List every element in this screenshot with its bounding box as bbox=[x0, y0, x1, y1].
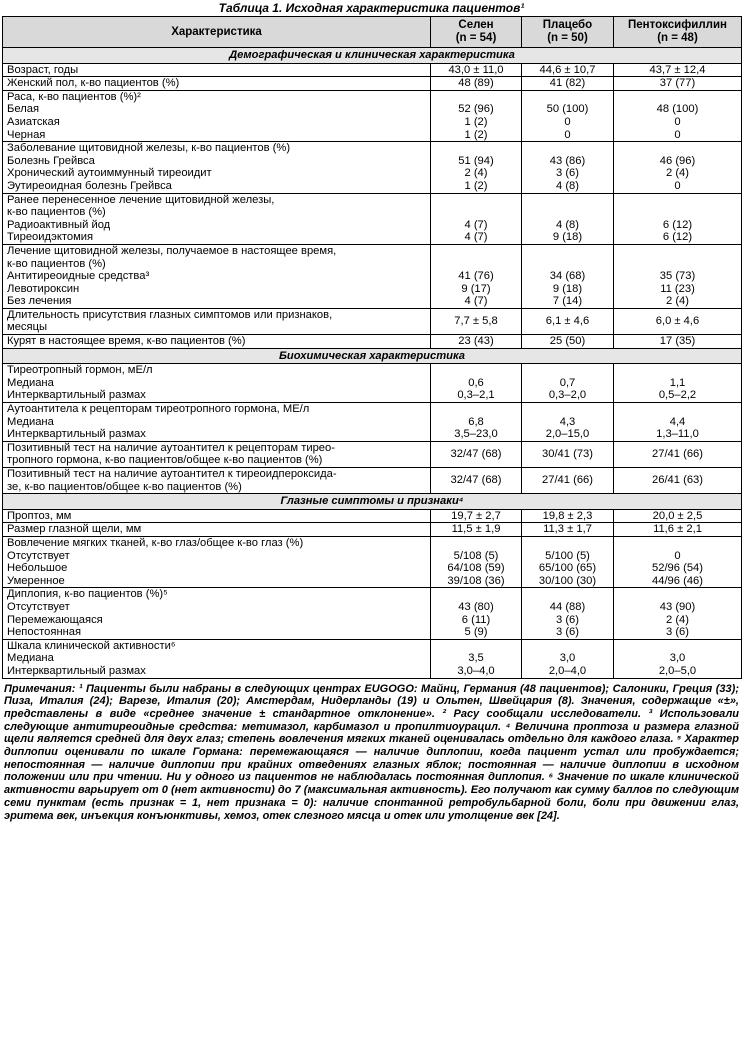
value-line: 2 (4) bbox=[665, 167, 689, 180]
value-line: 41 (76) bbox=[458, 270, 494, 283]
value-line: 44,6 ± 10,7 bbox=[539, 63, 596, 76]
row-label-line: Ранее перенесенное лечение щитовидной железы, bbox=[7, 193, 275, 206]
table-row bbox=[3, 142, 742, 193]
value-cell-pentox bbox=[614, 193, 742, 244]
row-label bbox=[3, 193, 431, 244]
value-line: 0,3–2,1 bbox=[457, 389, 495, 402]
table-row bbox=[3, 639, 742, 678]
row-label bbox=[3, 441, 431, 467]
value-cell-pentox bbox=[614, 364, 742, 403]
value-line bbox=[435, 364, 517, 377]
value-line: 11,5 ± 1,9 bbox=[451, 523, 501, 536]
value-line: 19,8 ± 2,3 bbox=[542, 509, 593, 522]
value-line bbox=[618, 258, 737, 271]
section-row bbox=[3, 48, 742, 64]
value-line: 52 (96) bbox=[458, 103, 494, 116]
row-label-line: Интерквартильный размах bbox=[7, 428, 146, 441]
value-line: 43,0 ± 11,0 bbox=[448, 63, 504, 76]
row-label-line: Белая bbox=[7, 103, 39, 116]
row-label-line: Проптоз, мм bbox=[7, 509, 72, 522]
value-line: 2 (4) bbox=[665, 295, 689, 308]
value-line: 4 (7) bbox=[464, 295, 488, 308]
value-line: 34 (68) bbox=[549, 270, 586, 283]
value-line: 5/100 (5) bbox=[545, 549, 590, 562]
value-line: 5 (9) bbox=[464, 626, 488, 639]
row-label-line: Перемежающаяся bbox=[7, 613, 103, 626]
value-line: 0,6 bbox=[468, 376, 484, 389]
value-line: 6 (12) bbox=[662, 218, 693, 231]
value-cell-selen bbox=[431, 308, 522, 334]
value-line bbox=[435, 91, 517, 104]
row-label-line: Отсутствует bbox=[7, 600, 70, 613]
value-cell-placebo bbox=[522, 63, 614, 77]
value-line bbox=[435, 258, 517, 271]
value-cell-selen bbox=[431, 90, 522, 141]
row-label-line: Болезнь Грейвса bbox=[7, 154, 95, 167]
value-line: 6,1 ± 4,6 bbox=[545, 315, 590, 328]
value-cell-placebo bbox=[522, 588, 614, 639]
value-line: 48 (89) bbox=[458, 77, 494, 90]
row-label-line: Позитивный тест на наличие аутоантител к рецепторам тирео- bbox=[7, 441, 335, 454]
table-row bbox=[3, 403, 742, 442]
value-cell-placebo bbox=[522, 523, 614, 537]
section-row bbox=[3, 494, 742, 510]
value-line: 0 bbox=[564, 115, 571, 128]
row-label-line: Возраст, годы bbox=[7, 63, 79, 76]
section-title: Биохимическая характеристика bbox=[3, 348, 742, 364]
row-label bbox=[3, 244, 431, 308]
row-label-line: Интерквартильный размах bbox=[7, 389, 146, 402]
value-line: 11,6 ± 2,1 bbox=[653, 523, 702, 536]
value-cell-pentox bbox=[614, 588, 742, 639]
value-cell-selen bbox=[431, 468, 522, 494]
row-label bbox=[3, 77, 431, 91]
value-line: 6 (11) bbox=[461, 613, 491, 626]
value-cell-placebo bbox=[522, 441, 614, 467]
value-cell-pentox bbox=[614, 468, 742, 494]
header-placebo: Плацебо (n = 50) bbox=[522, 17, 614, 48]
value-line: 3,5 bbox=[468, 652, 484, 665]
row-label bbox=[3, 308, 431, 334]
value-line: 0 bbox=[674, 128, 681, 141]
row-label-line: Тиреотропный гормон, мЕ/л bbox=[7, 364, 153, 377]
value-line: 1,3–11,0 bbox=[656, 428, 699, 441]
table-row bbox=[3, 468, 742, 494]
value-line: 3 (6) bbox=[665, 626, 689, 639]
value-line bbox=[618, 588, 737, 601]
row-label bbox=[3, 142, 431, 193]
value-cell-placebo bbox=[522, 308, 614, 334]
value-line: 0 bbox=[674, 115, 681, 128]
table-row bbox=[3, 588, 742, 639]
row-label-line: зе, к-во пациентов/общее к-во пациентов (%) bbox=[7, 480, 242, 493]
value-cell-selen bbox=[431, 142, 522, 193]
row-label-line: Интерквартильный размах bbox=[7, 664, 146, 677]
value-line bbox=[435, 403, 517, 416]
value-cell-selen bbox=[431, 536, 522, 587]
baseline-table bbox=[2, 16, 742, 679]
row-label-line: Женский пол, к-во пациентов (%) bbox=[7, 77, 180, 90]
value-cell-selen bbox=[431, 244, 522, 308]
value-cell-selen bbox=[431, 193, 522, 244]
row-label bbox=[3, 639, 431, 678]
value-line: 3,0 bbox=[559, 652, 576, 665]
value-line: 43 (86) bbox=[549, 154, 586, 167]
value-line bbox=[526, 194, 609, 207]
value-line: 43,7 ± 12,4 bbox=[649, 63, 706, 76]
row-label-line: Длительность присутствия глазных симптомов или признаков, bbox=[7, 308, 333, 321]
value-cell-placebo bbox=[522, 77, 614, 91]
row-label-line: Азиатская bbox=[7, 115, 60, 128]
value-line: 30/100 (30) bbox=[538, 574, 597, 587]
value-cell-placebo bbox=[522, 193, 614, 244]
value-line: 65/100 (65) bbox=[538, 562, 597, 575]
value-cell-placebo bbox=[522, 639, 614, 678]
value-line bbox=[618, 91, 737, 104]
value-line bbox=[618, 403, 737, 416]
value-line bbox=[526, 91, 609, 104]
value-line: 48 (100) bbox=[656, 103, 699, 116]
row-label-line: Медиана bbox=[7, 652, 54, 665]
value-line bbox=[526, 142, 609, 155]
section-title: Демографическая и клиническая характеристика bbox=[3, 48, 742, 64]
value-line: 27/41 (66) bbox=[652, 448, 703, 461]
value-line: 44/96 (46) bbox=[652, 574, 703, 587]
value-line bbox=[618, 245, 737, 258]
table-row bbox=[3, 523, 742, 537]
value-cell-selen bbox=[431, 523, 522, 537]
value-cell-selen bbox=[431, 63, 522, 77]
value-line: 19,7 ± 2,7 bbox=[451, 509, 501, 522]
value-cell-selen bbox=[431, 77, 522, 91]
value-line bbox=[618, 537, 737, 550]
value-line: 7 (14) bbox=[552, 295, 583, 308]
value-cell-selen bbox=[431, 364, 522, 403]
row-label-line: Заболевание щитовидной железы, к-во пациентов (%) bbox=[7, 142, 291, 155]
value-cell-selen bbox=[431, 509, 522, 523]
value-cell-placebo bbox=[522, 468, 614, 494]
value-cell-selen bbox=[431, 639, 522, 678]
value-line bbox=[526, 206, 609, 219]
row-label-line: Вовлечение мягких тканей, к-во глаз/общее к-во глаз (%) bbox=[7, 536, 304, 549]
row-label-line: тропного гормона, к-во пациентов/общее к-во пациентов (%) bbox=[7, 454, 323, 467]
value-cell-placebo bbox=[522, 90, 614, 141]
row-label-line: к-во пациентов (%) bbox=[7, 206, 106, 219]
value-line: 11,3 ± 1,7 bbox=[543, 523, 592, 536]
value-line: 3,5–23,0 bbox=[454, 428, 498, 441]
header-selen: Селен (n = 54) bbox=[431, 17, 522, 48]
header-row bbox=[3, 17, 742, 48]
value-line: 35 (73) bbox=[659, 270, 696, 283]
value-line: 64/108 (59) bbox=[447, 562, 505, 575]
value-cell-pentox bbox=[614, 523, 742, 537]
value-cell-pentox bbox=[614, 142, 742, 193]
value-line bbox=[618, 194, 737, 207]
value-line bbox=[435, 142, 517, 155]
value-line: 2 (4) bbox=[464, 167, 488, 180]
row-label bbox=[3, 63, 431, 77]
row-label-line: Небольшое bbox=[7, 562, 68, 575]
value-line: 44 (88) bbox=[549, 600, 586, 613]
value-cell-placebo bbox=[522, 403, 614, 442]
value-cell-pentox bbox=[614, 403, 742, 442]
row-label bbox=[3, 588, 431, 639]
row-label-line: Радиоактивный йод bbox=[7, 218, 111, 231]
value-line: 20,0 ± 2,5 bbox=[652, 509, 703, 522]
value-line: 4,4 bbox=[669, 415, 686, 428]
row-label-line: Позитивный тест на наличие аутоантител к тиреоидпероксида- bbox=[7, 468, 337, 480]
value-line: 0 bbox=[674, 549, 681, 562]
value-line: 0,3–2,0 bbox=[548, 389, 587, 402]
table-notes: Примечания: ¹ Пациенты были набраны в следующих центрах EUGOGO: Майнц, Германия (48 пациентов); Салоники, Греция (33); Пиза, Италия (24); Варезе, Италия (20); Амстердам, Нидерланды (19) и Ольтен, Швейцария (8). Значения, содержащие «±», представлены в виде «среднее значение ± стандартное отклонение». ² Расу сообщали исследователи. ³ Использовали следующие антитиреоидные средства: метимазол, карбимазол и пропилтиоурацил. ⁴ Величина проптоза и размера глазной щели является средней для двух глаз; степень вовлечения мягких тканей оценивалась отдельно для каждого глаза. ⁵ Характер диплопии оценивали по шкале Гормана: перемежающаяся — наличие диплопии, когда пациент устал или пробуждается; непостоянная — наличие диплопии при крайних отведениях глазных яблок; постоянная — наличие диплопии в исходном положении или при чтении. Ни у одного из пациентов не наблюдалась постоянная диплопия. ⁶ Значение по шкале клинической активности варьирует от 0 (нет активности) до 7 (максимальная активность). Его получают как сумму баллов по следующим семи пунктам (есть признак = 1, нет признака = 0): наличие спонтанной ретробульбарной боли, боли при движении глаз, эритема век, инъекция конъюнктивы, хемоз, отек слезного мясца и отек или утолщение век [24]. bbox=[4, 682, 739, 822]
value-line: 4 (8) bbox=[555, 179, 579, 192]
row-label-line: Диплопия, к-во пациентов (%)⁵ bbox=[7, 588, 168, 601]
value-line: 0 bbox=[674, 179, 681, 192]
value-line: 1,1 bbox=[669, 376, 686, 389]
row-label-line: месяцы bbox=[7, 321, 48, 334]
table-row bbox=[3, 77, 742, 91]
value-line: 3,0–4,0 bbox=[457, 664, 495, 677]
row-label-line: Черная bbox=[7, 128, 46, 141]
value-line: 50 (100) bbox=[546, 103, 589, 116]
value-line bbox=[526, 258, 609, 271]
value-cell-placebo bbox=[522, 536, 614, 587]
value-line: 23 (43) bbox=[458, 335, 494, 348]
row-label-line: Хронический аутоиммунный тиреоидит bbox=[7, 167, 212, 180]
value-line: 37 (77) bbox=[659, 77, 696, 90]
value-line: 3 (6) bbox=[555, 626, 579, 639]
value-cell-pentox bbox=[614, 90, 742, 141]
value-cell-pentox bbox=[614, 63, 742, 77]
value-line: 6,8 bbox=[468, 415, 484, 428]
value-cell-selen bbox=[431, 335, 522, 349]
row-label-line: Шкала клинической активности⁶ bbox=[7, 639, 176, 652]
table-row bbox=[3, 308, 742, 334]
value-line: 6 (12) bbox=[662, 231, 693, 244]
value-line bbox=[526, 364, 609, 377]
value-line bbox=[618, 640, 737, 653]
value-line: 51 (94) bbox=[458, 154, 494, 167]
table-row bbox=[3, 509, 742, 523]
table-row bbox=[3, 90, 742, 141]
row-label-line: к-во пациентов (%) bbox=[7, 257, 106, 270]
value-line: 46 (96) bbox=[659, 154, 696, 167]
value-line: 1 (2) bbox=[464, 179, 488, 192]
value-line: 9 (18) bbox=[552, 282, 583, 295]
table-row bbox=[3, 536, 742, 587]
value-line bbox=[526, 537, 609, 550]
table-title: Таблица 1. Исходная характеристика пациентов¹ bbox=[218, 1, 525, 15]
value-cell-pentox bbox=[614, 509, 742, 523]
value-cell-pentox bbox=[614, 536, 742, 587]
value-line: 25 (50) bbox=[549, 335, 586, 348]
table-row bbox=[3, 335, 742, 349]
value-line: 11 (23) bbox=[660, 282, 695, 295]
value-line: 43 (90) bbox=[659, 600, 696, 613]
value-cell-placebo bbox=[522, 244, 614, 308]
value-line bbox=[435, 206, 517, 219]
value-line: 3 (6) bbox=[555, 167, 579, 180]
value-cell-pentox bbox=[614, 335, 742, 349]
value-line: 2,0–15,0 bbox=[545, 428, 590, 441]
row-label bbox=[3, 335, 431, 349]
value-line: 1 (2) bbox=[464, 128, 488, 141]
value-line: 39/108 (36) bbox=[447, 574, 505, 587]
row-label bbox=[3, 90, 431, 141]
header-pentoxifylline: Пентоксифиллин (n = 48) bbox=[614, 17, 742, 48]
row-label-line: Раса, к-во пациентов (%)² bbox=[7, 90, 141, 103]
header-characteristic: Характеристика bbox=[3, 17, 431, 48]
value-cell-selen bbox=[431, 441, 522, 467]
value-line: 0,7 bbox=[559, 376, 576, 389]
value-line: 2,0–5,0 bbox=[658, 664, 697, 677]
value-line bbox=[435, 537, 517, 550]
row-label-line: Эутиреоидная болезнь Грейвса bbox=[7, 179, 172, 192]
value-line: 9 (18) bbox=[552, 231, 583, 244]
value-line: 4,3 bbox=[559, 415, 576, 428]
row-label-line: Размер глазной щели, мм bbox=[7, 523, 142, 536]
value-line: 30/41 (73) bbox=[542, 448, 593, 461]
value-line: 4 (7) bbox=[464, 218, 488, 231]
table-row bbox=[3, 364, 742, 403]
value-line bbox=[618, 206, 737, 219]
table-body bbox=[3, 48, 742, 679]
value-line: 4 (7) bbox=[464, 231, 488, 244]
row-label-line: Непостоянная bbox=[7, 626, 82, 639]
value-cell-placebo bbox=[522, 142, 614, 193]
row-label-line: Медиана bbox=[7, 376, 54, 389]
value-line bbox=[526, 403, 609, 416]
value-line: 2 (4) bbox=[665, 613, 689, 626]
value-cell-placebo bbox=[522, 509, 614, 523]
row-label bbox=[3, 364, 431, 403]
row-label-line: Отсутствует bbox=[7, 549, 70, 562]
value-line: 52/96 (54) bbox=[652, 562, 703, 575]
value-line: 3,0 bbox=[669, 652, 686, 665]
table-row bbox=[3, 63, 742, 77]
value-line bbox=[618, 142, 737, 155]
value-line: 7,7 ± 5,8 bbox=[454, 315, 498, 328]
value-line bbox=[435, 640, 517, 653]
value-line bbox=[526, 640, 609, 653]
row-label-line: Без лечения bbox=[7, 295, 72, 308]
value-cell-placebo bbox=[522, 364, 614, 403]
value-line: 5/108 (5) bbox=[453, 549, 499, 562]
row-label bbox=[3, 509, 431, 523]
value-line: 0,5–2,2 bbox=[658, 389, 697, 402]
row-label-line: Курят в настоящее время, к-во пациентов (%) bbox=[7, 335, 246, 348]
value-cell-pentox bbox=[614, 308, 742, 334]
value-line: 43 (80) bbox=[458, 600, 494, 613]
value-line: 0 bbox=[564, 128, 571, 141]
value-cell-pentox bbox=[614, 244, 742, 308]
row-label bbox=[3, 523, 431, 537]
table-row bbox=[3, 244, 742, 308]
value-line bbox=[435, 588, 517, 601]
value-line: 2,0–4,0 bbox=[548, 664, 587, 677]
row-label-line: Аутоантитела к рецепторам тиреотропного гормона, МЕ/л bbox=[7, 403, 310, 416]
row-label bbox=[3, 468, 431, 494]
row-label-line: Умеренное bbox=[7, 574, 65, 587]
value-cell-pentox bbox=[614, 77, 742, 91]
row-label-line: Антитиреоидные средства³ bbox=[7, 270, 150, 283]
value-cell-placebo bbox=[522, 335, 614, 349]
value-cell-pentox bbox=[614, 441, 742, 467]
value-line bbox=[618, 364, 737, 377]
row-label-line: Лечение щитовидной железы, получаемое в настоящее время, bbox=[7, 244, 337, 257]
value-cell-selen bbox=[431, 403, 522, 442]
value-cell-selen bbox=[431, 588, 522, 639]
value-cell-pentox bbox=[614, 639, 742, 678]
row-label bbox=[3, 403, 431, 442]
value-line bbox=[435, 194, 517, 207]
section-row bbox=[3, 348, 742, 364]
value-line: 6,0 ± 4,6 bbox=[655, 315, 700, 328]
value-line: 26/41 (63) bbox=[652, 474, 703, 487]
value-line bbox=[526, 245, 609, 258]
row-label-line: Тиреоидэктомия bbox=[7, 231, 94, 244]
row-label-line: Медиана bbox=[7, 415, 54, 428]
section-title: Глазные симптомы и признаки⁴ bbox=[3, 494, 742, 510]
value-line: 32/47 (68) bbox=[450, 474, 502, 487]
value-line: 1 (2) bbox=[464, 115, 488, 128]
value-line: 32/47 (68) bbox=[450, 448, 502, 461]
value-line: 41 (82) bbox=[549, 77, 586, 90]
value-line: 17 (35) bbox=[659, 335, 696, 348]
value-line: 9 (17) bbox=[461, 282, 491, 295]
value-line: 3 (6) bbox=[555, 613, 579, 626]
value-line: 27/41 (66) bbox=[542, 474, 593, 487]
value-line: 4 (8) bbox=[555, 218, 579, 231]
table-row bbox=[3, 193, 742, 244]
table-row bbox=[3, 441, 742, 467]
row-label-line: Левотироксин bbox=[7, 282, 80, 295]
value-line bbox=[526, 588, 609, 601]
value-line bbox=[435, 245, 517, 258]
row-label bbox=[3, 536, 431, 587]
